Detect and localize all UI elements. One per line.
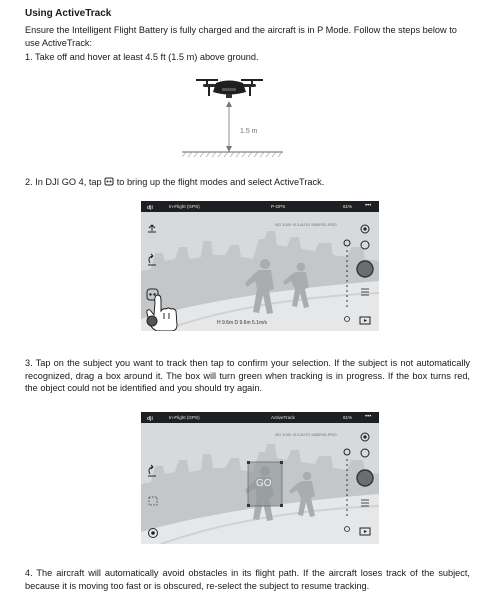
camera-settings: ISO 1/100 +0.3 AUTO 1080P/30 JPEG <box>275 223 337 227</box>
telemetry: H 9.6m D 9.6m 5.1m/s <box>217 320 268 326</box>
svg-text:dji: dji <box>147 205 153 211</box>
step-3: 3. Tap on the subject you want to track then tap to confirm your selection. If the subject is not automatically recognized, drag a box around it. The box will turn green when tracking is in progress. If the box turns red, the object could not be identified and you should try again. <box>25 358 470 393</box>
intro-paragraph: Ensure the Intelligent Flight Battery is fully charged and the aircraft is in P Mode. Follow the steps below to use ActiveTrack: <box>25 25 457 48</box>
svg-text:dji: dji <box>147 416 153 422</box>
mode-label: P-GPS <box>271 203 286 209</box>
mode-label: ActiveTrack <box>271 414 295 420</box>
flight-modes-icon <box>104 177 114 186</box>
takeoff-icon <box>148 225 156 232</box>
camera-settings: ISO 1/100 +0.3 AUTO 1080P/30 JPEG <box>275 433 337 437</box>
step-2-text-a: 2. In DJI GO 4, tap <box>25 177 102 187</box>
battery-percent: 61% <box>343 414 353 420</box>
flight-status: In-Flight (GPS) <box>169 414 200 420</box>
app-screenshot-1 <box>141 201 379 331</box>
drone-icon <box>196 79 263 98</box>
battery-percent: 61% <box>343 203 353 209</box>
hover-height-diagram <box>0 0 496 175</box>
flight-status: In-Flight (GPS) <box>169 203 200 209</box>
step-2 <box>25 176 324 189</box>
menu-dots[interactable]: ••• <box>365 202 372 209</box>
step-4: 4. The aircraft will automatically avoid obstacles in its flight path. If the aircraft loses track of the subject, because it is moving too fast or is obscured, re-select the subject to resume tracking. <box>25 568 470 591</box>
height-label: 1.5 m <box>240 128 258 135</box>
section-title: Using ActiveTrack <box>25 8 112 19</box>
step-2-text-b: to bring up the flight modes and select ActiveTrack. <box>116 177 325 187</box>
step-1: 1. Take off and hover at least 4.5 ft (1.5 m) above ground. <box>25 52 259 62</box>
app-screenshot-2 <box>141 412 379 544</box>
menu-dots[interactable]: ••• <box>365 413 372 420</box>
go-button[interactable]: GO <box>256 478 272 489</box>
